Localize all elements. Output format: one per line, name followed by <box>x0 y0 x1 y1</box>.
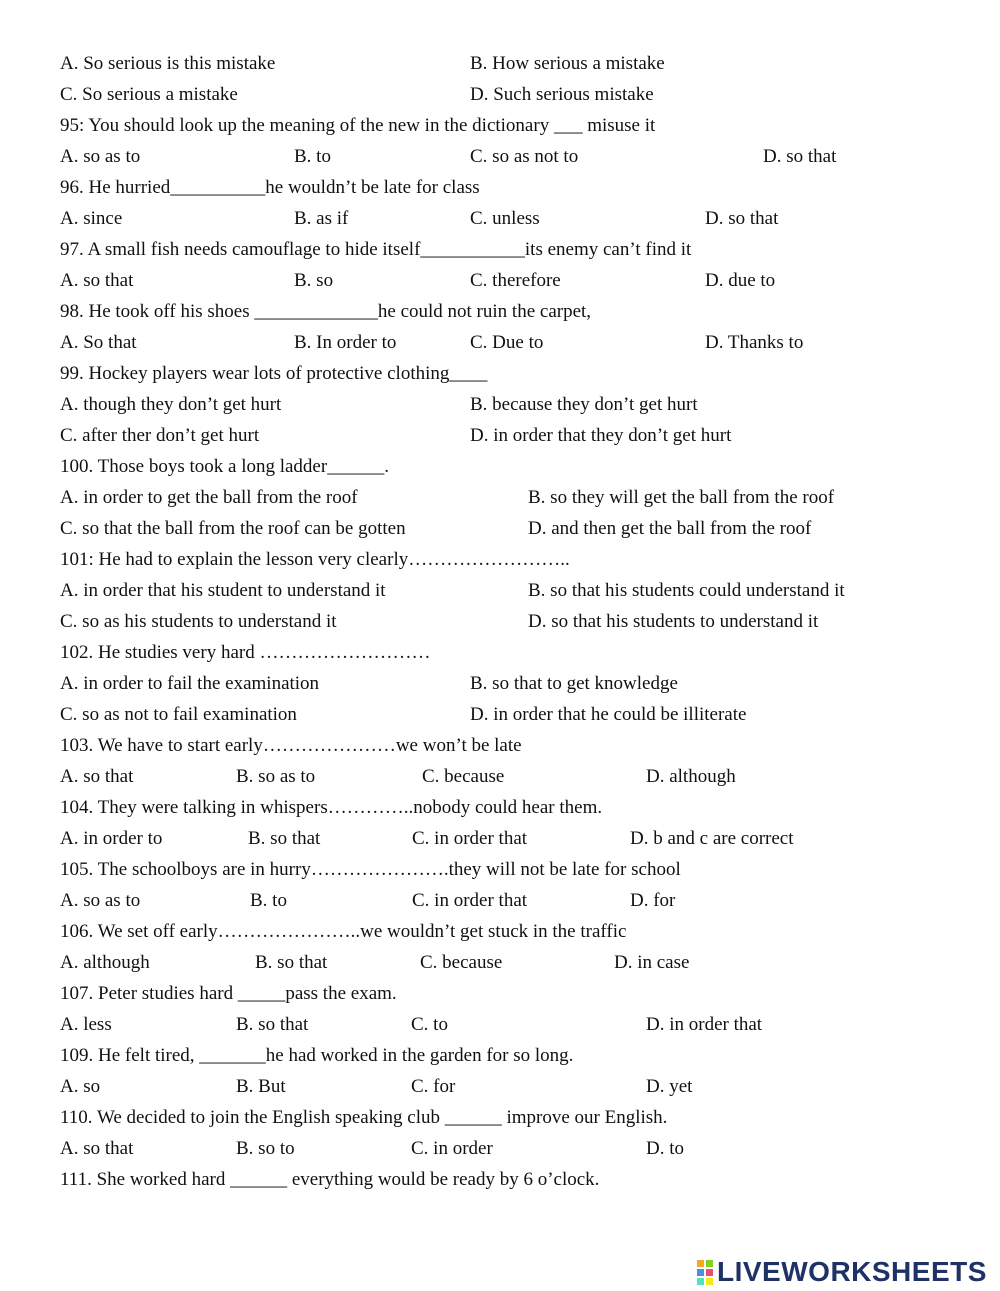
question-text: 95: You should look up the meaning of the new in the dictionary ___ misuse it <box>60 115 656 136</box>
options-line <box>0 699 1000 730</box>
options-line <box>0 79 1000 110</box>
question-text: 106. We set off early…………………..we wouldn’t get stuck in the traffic <box>60 921 627 942</box>
answer-option[interactable]: B. so <box>294 270 334 291</box>
question-text: 109. He felt tired, _______he had worked in the garden for so long. <box>60 1045 574 1066</box>
question-line <box>0 172 1000 203</box>
question-text: 107. Peter studies hard _____pass the exam. <box>60 983 397 1004</box>
answer-option[interactable]: C. in order <box>411 1138 493 1159</box>
answer-option[interactable]: B. to <box>294 146 331 167</box>
options-line <box>0 1071 1000 1102</box>
question-line <box>0 730 1000 761</box>
question-line <box>0 234 1000 265</box>
question-line <box>0 110 1000 141</box>
answer-option[interactable]: C. in order that <box>412 890 528 911</box>
answer-option[interactable]: C. after ther don’t get hurt <box>60 425 260 446</box>
question-text: 101: He had to explain the lesson very clearly…………………….. <box>60 549 570 570</box>
answer-option[interactable]: B. so that his students could understand it <box>528 580 845 601</box>
logo-block <box>697 1278 704 1285</box>
answer-option[interactable]: C. because <box>422 766 505 787</box>
logo-block <box>706 1260 713 1267</box>
options-line <box>0 420 1000 451</box>
options-line <box>0 1133 1000 1164</box>
options-line <box>0 203 1000 234</box>
options-line <box>0 265 1000 296</box>
answer-option[interactable]: D. Thanks to <box>705 332 804 353</box>
answer-option[interactable]: B. so as to <box>236 766 316 787</box>
question-text: 97. A small fish needs camouflage to hide itself___________its enemy can’t find it <box>60 239 692 260</box>
answer-option[interactable]: A. so that <box>60 766 134 787</box>
options-line <box>0 389 1000 420</box>
logo-block <box>706 1269 713 1276</box>
answer-option[interactable]: C. so as not to fail examination <box>60 704 297 725</box>
answer-option[interactable]: C. so that the ball from the roof can be gotten <box>60 518 406 539</box>
answer-option[interactable]: D. for <box>630 890 676 911</box>
answer-option[interactable]: B. as if <box>294 208 349 229</box>
logo-block <box>697 1269 704 1276</box>
options-line <box>0 823 1000 854</box>
answer-option[interactable]: B. so that <box>248 828 321 849</box>
question-line <box>0 451 1000 482</box>
options-line <box>0 48 1000 79</box>
question-text: 110. We decided to join the English speaking club ______ improve our English. <box>60 1107 668 1128</box>
options-line <box>0 668 1000 699</box>
answer-option[interactable]: A. So that <box>60 332 137 353</box>
question-line <box>0 1102 1000 1133</box>
question-text: 103. We have to start early…………………we won’t be late <box>60 735 522 756</box>
answer-option[interactable]: D. although <box>646 766 736 787</box>
answer-option[interactable]: A. so as to <box>60 890 141 911</box>
question-line <box>0 1040 1000 1071</box>
answer-option[interactable]: A. though they don’t get hurt <box>60 394 282 415</box>
answer-option[interactable]: B. so to <box>236 1138 295 1159</box>
options-line <box>0 1009 1000 1040</box>
answer-option[interactable]: B. How serious a mistake <box>470 53 665 74</box>
question-line <box>0 978 1000 1009</box>
answer-option[interactable]: A. less <box>60 1014 112 1035</box>
options-line <box>0 141 1000 172</box>
answer-option[interactable]: A. since <box>60 208 123 229</box>
options-line <box>0 761 1000 792</box>
logo-blocks-icon <box>697 1260 713 1285</box>
answer-option[interactable]: C. So serious a mistake <box>60 84 238 105</box>
liveworksheets-logo[interactable] <box>697 1255 987 1289</box>
answer-option[interactable]: C. so as his students to understand it <box>60 611 337 632</box>
question-text: 98. He took off his shoes _____________he could not ruin the carpet, <box>60 301 592 322</box>
answer-option[interactable]: C. Due to <box>470 332 544 353</box>
answer-option[interactable]: C. unless <box>470 208 540 229</box>
answer-option[interactable]: A. in order to <box>60 828 163 849</box>
logo-block <box>706 1278 713 1285</box>
answer-option[interactable]: A. although <box>60 952 150 973</box>
question-line <box>0 358 1000 389</box>
answer-option[interactable]: D. so that <box>705 208 779 229</box>
answer-option[interactable]: A. so that <box>60 1138 134 1159</box>
options-line <box>0 513 1000 544</box>
options-line <box>0 606 1000 637</box>
answer-option[interactable]: A. so <box>60 1076 101 1097</box>
logo-block <box>697 1260 704 1267</box>
answer-option[interactable]: D. Such serious mistake <box>470 84 654 105</box>
options-line <box>0 327 1000 358</box>
answer-option[interactable]: A. So serious is this mistake <box>60 53 276 74</box>
options-line <box>0 947 1000 978</box>
answer-option[interactable]: D. in case <box>614 952 690 973</box>
question-text: 111. She worked hard ______ everything would be ready by 6 o’clock. <box>60 1169 600 1190</box>
answer-option[interactable]: B. so they will get the ball from the roof <box>528 487 835 508</box>
logo-text: LIVEWORKSHEETS <box>717 1256 987 1287</box>
answer-option[interactable]: D. to <box>646 1138 684 1159</box>
answer-option[interactable]: A. so that <box>60 270 134 291</box>
answer-option[interactable]: D. b and c are correct <box>630 828 794 849</box>
answer-option[interactable]: C. because <box>420 952 503 973</box>
answer-option[interactable]: B. so that to get knowledge <box>470 673 678 694</box>
question-text: 104. They were talking in whispers…………..nobody could hear them. <box>60 797 603 818</box>
answer-option[interactable]: C. to <box>411 1014 448 1035</box>
answer-option[interactable]: A. in order to fail the examination <box>60 673 320 694</box>
question-line <box>0 1164 1000 1195</box>
answer-option[interactable]: A. so as to <box>60 146 141 167</box>
question-line <box>0 637 1000 668</box>
answer-option[interactable]: C. so as not to <box>470 146 579 167</box>
answer-option[interactable]: C. in order that <box>412 828 528 849</box>
question-line <box>0 854 1000 885</box>
question-text: 105. The schoolboys are in hurry………………….they will not be late for school <box>60 859 681 880</box>
answer-option[interactable]: B. In order to <box>294 332 397 353</box>
question-text: 96. He hurried__________he wouldn’t be late for class <box>60 177 480 198</box>
answer-option[interactable]: B. because they don’t get hurt <box>470 394 698 415</box>
answer-option[interactable]: B. to <box>250 890 287 911</box>
answer-option[interactable]: D. due to <box>705 270 776 291</box>
answer-option[interactable]: C. therefore <box>470 270 561 291</box>
question-line <box>0 916 1000 947</box>
answer-option[interactable]: D. so that his students to understand it <box>528 611 819 632</box>
answer-option[interactable]: C. for <box>411 1076 456 1097</box>
answer-option[interactable]: A. in order to get the ball from the roof <box>60 487 358 508</box>
options-line <box>0 575 1000 606</box>
question-line <box>0 544 1000 575</box>
answer-option[interactable]: D. in order that he could be illiterate <box>470 704 747 725</box>
answer-option[interactable]: A. in order that his student to understand it <box>60 580 386 601</box>
answer-option[interactable]: D. in order that <box>646 1014 763 1035</box>
question-text: 100. Those boys took a long ladder______. <box>60 456 389 477</box>
answer-option[interactable]: B. so that <box>255 952 328 973</box>
answer-option[interactable]: B. so that <box>236 1014 309 1035</box>
answer-option[interactable]: D. and then get the ball from the roof <box>528 518 812 539</box>
options-line <box>0 482 1000 513</box>
answer-option[interactable]: D. in order that they don’t get hurt <box>470 425 732 446</box>
answer-option[interactable]: D. so that <box>763 146 837 167</box>
question-text: 99. Hockey players wear lots of protective clothing____ <box>60 363 488 384</box>
question-line <box>0 792 1000 823</box>
options-line <box>0 885 1000 916</box>
answer-option[interactable]: D. yet <box>646 1076 693 1097</box>
question-line <box>0 296 1000 327</box>
answer-option[interactable]: B. But <box>236 1076 286 1097</box>
question-text: 102. He studies very hard ……………………… <box>60 642 431 663</box>
